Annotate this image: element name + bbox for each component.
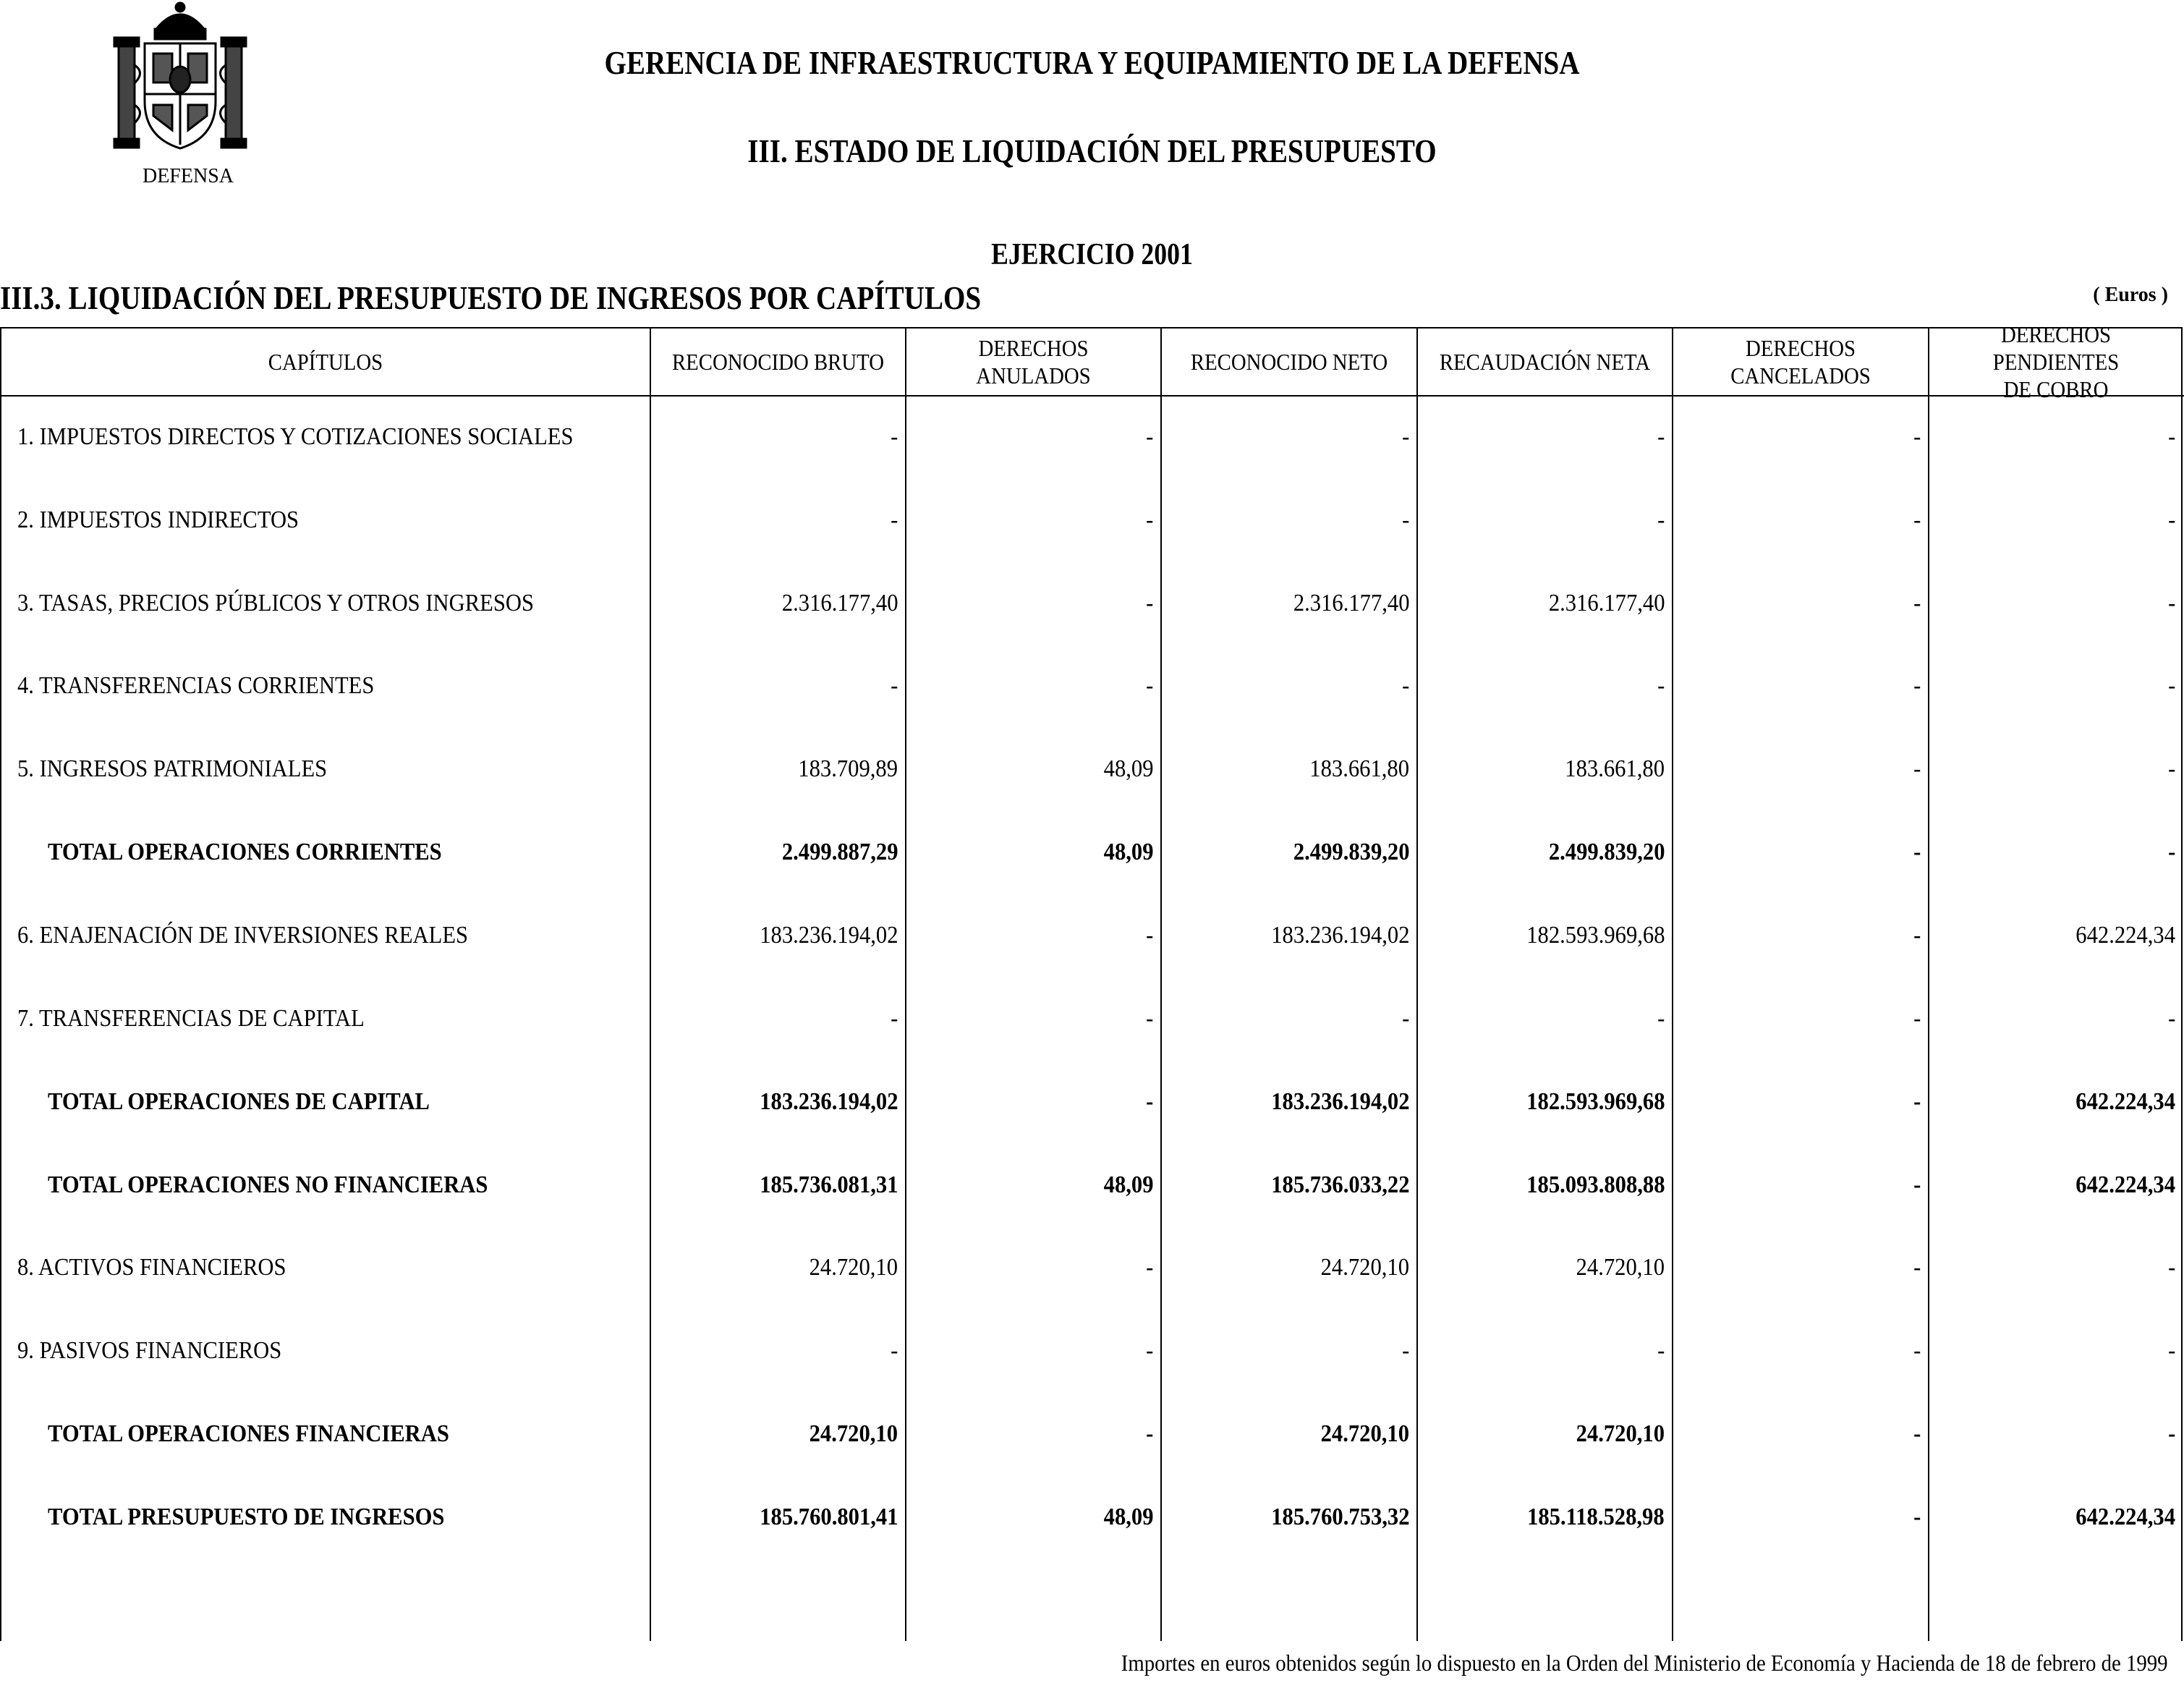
cell-derechos-cancelados: - [1913, 1171, 1921, 1198]
cell-reconocido-bruto: - [890, 423, 898, 450]
report-title: III. ESTADO DE LIQUIDACIÓN DEL PRESUPUESTO [747, 132, 1437, 169]
cell-reconocido-neto: - [1401, 1005, 1409, 1032]
table-row [0, 997, 2184, 1040]
cell-derechos-anulados: - [1145, 1254, 1153, 1281]
cell-recaudacion-neta: - [1657, 506, 1665, 533]
cell-reconocido-bruto: - [890, 672, 898, 699]
cell-derechos-anulados: - [1145, 590, 1153, 616]
cell-reconocido-neto: 2.499.839,20 [1293, 839, 1409, 865]
cell-derechos-anulados: - [1145, 423, 1153, 450]
cell-derechos-anulados: - [1145, 922, 1153, 949]
row-label: 5. INGRESOS PATRIMONIALES [17, 755, 328, 782]
row-label: 9. PASIVOS FINANCIEROS [17, 1337, 282, 1364]
row-label: 1. IMPUESTOS DIRECTOS Y COTIZACIONES SOCIALES [17, 423, 574, 450]
cell-derechos-pendientes: - [2167, 1420, 2175, 1447]
row-label: TOTAL OPERACIONES FINANCIERAS [48, 1420, 449, 1447]
cell-reconocido-bruto: 183.236.194,02 [759, 1088, 898, 1115]
cell-derechos-anulados: - [1145, 672, 1153, 699]
table-row-total [0, 831, 2184, 874]
column-header-derechos-pendientes [1942, 321, 2170, 402]
column-header-recaudacion-neta [1431, 328, 1660, 395]
cell-reconocido-bruto: 2.499.887,29 [781, 839, 898, 865]
column-header-text: CAPÍTULOS [268, 349, 383, 375]
cell-reconocido-neto: - [1401, 672, 1409, 699]
cell-derechos-pendientes: 642.224,34 [2075, 1504, 2175, 1530]
column-header-reconocido-bruto [664, 328, 893, 395]
cell-recaudacion-neta: 182.593.969,68 [1526, 1088, 1665, 1115]
cell-recaudacion-neta: 24.720,10 [1576, 1254, 1665, 1281]
row-label: TOTAL OPERACIONES CORRIENTES [48, 839, 442, 865]
cell-reconocido-bruto: 185.736.081,31 [759, 1171, 898, 1198]
cell-derechos-pendientes: 642.224,34 [2075, 1088, 2175, 1115]
cell-derechos-anulados: - [1145, 1088, 1153, 1115]
cell-recaudacion-neta: 185.093.808,88 [1526, 1171, 1665, 1198]
cell-derechos-cancelados: - [1913, 1420, 1921, 1447]
cell-reconocido-neto: 183.661,80 [1309, 755, 1409, 782]
cell-reconocido-bruto: - [890, 1337, 898, 1364]
cell-derechos-pendientes: - [2167, 506, 2175, 533]
cell-derechos-pendientes: - [2167, 590, 2175, 616]
row-label: 2. IMPUESTOS INDIRECTOS [17, 506, 299, 533]
header-divider [0, 395, 2184, 397]
cell-derechos-cancelados: - [1913, 839, 1921, 865]
cell-derechos-anulados: 48,09 [1103, 1171, 1153, 1198]
cell-reconocido-neto: 185.736.033,22 [1270, 1171, 1409, 1198]
cell-derechos-pendientes: - [2167, 1005, 2175, 1032]
cell-derechos-cancelados: - [1913, 423, 1921, 450]
table-row [0, 747, 2184, 791]
column-header-text: RECAUDACIÓN NETA [1439, 349, 1651, 375]
column-header-text: DERECHOS ANULADOS [976, 335, 1091, 389]
logo-label: DEFENSA [142, 165, 234, 187]
table-row [0, 415, 2184, 459]
cell-derechos-cancelados: - [1913, 1254, 1921, 1281]
cell-derechos-cancelados: - [1913, 1088, 1921, 1115]
cell-reconocido-bruto: 183.709,89 [798, 755, 898, 782]
cell-derechos-pendientes: - [2167, 755, 2175, 782]
cell-reconocido-neto: 185.760.753,32 [1270, 1504, 1409, 1530]
cell-derechos-anulados: - [1145, 1420, 1153, 1447]
table-row-total [0, 1163, 2184, 1207]
cell-derechos-pendientes: - [2167, 1337, 2175, 1364]
column-header-text: DE COBRO [2003, 376, 2109, 402]
cell-derechos-anulados: - [1145, 506, 1153, 533]
cell-recaudacion-neta: 182.593.969,68 [1526, 922, 1665, 949]
cell-derechos-pendientes: - [2167, 1254, 2175, 1281]
cell-recaudacion-neta: 185.118.528,98 [1527, 1504, 1665, 1530]
section-title: III.3. LIQUIDACIÓN DEL PRESUPUESTO DE INGRESOS POR CAPÍTULOS [0, 279, 982, 316]
cell-recaudacion-neta: 24.720,10 [1576, 1420, 1665, 1447]
table-row [0, 1329, 2184, 1373]
cell-reconocido-bruto: - [890, 506, 898, 533]
cell-reconocido-neto: 24.720,10 [1320, 1254, 1409, 1281]
cell-derechos-anulados: - [1145, 1337, 1153, 1364]
cell-reconocido-bruto: 183.236.194,02 [759, 922, 898, 949]
cell-recaudacion-neta: - [1657, 672, 1665, 699]
row-label: 4. TRANSFERENCIAS CORRIENTES [17, 672, 375, 699]
cell-derechos-cancelados: - [1913, 590, 1921, 616]
column-header-text: DERECHOS PENDIENTES [1992, 321, 2120, 375]
cell-reconocido-neto: - [1401, 1337, 1409, 1364]
column-header-derechos-anulados [919, 328, 1148, 395]
cell-derechos-pendientes: - [2167, 839, 2175, 865]
cell-recaudacion-neta: - [1657, 1005, 1665, 1032]
cell-reconocido-bruto: 2.316.177,40 [781, 590, 898, 616]
cell-recaudacion-neta: 2.499.839,20 [1548, 839, 1665, 865]
row-label: 6. ENAJENACIÓN DE INVERSIONES REALES [17, 922, 469, 949]
column-header-text: CANCELADOS [1730, 363, 1871, 389]
cell-derechos-pendientes: - [2167, 672, 2175, 699]
cell-derechos-cancelados: - [1913, 1005, 1921, 1032]
column-header-derechos-cancelados [1686, 328, 1916, 395]
footnote: Importes en euros obtenidos según lo dispuesto en la Orden del Ministerio de Economía y Hacienda de 18 de febrero de 1999 [1121, 1650, 2168, 1676]
row-label: TOTAL OPERACIONES NO FINANCIERAS [48, 1171, 488, 1198]
cell-recaudacion-neta: 183.661,80 [1565, 755, 1665, 782]
cell-reconocido-bruto: - [890, 1005, 898, 1032]
organization-title: GERENCIA DE INFRAESTRUCTURA Y EQUIPAMIENTO DE LA DEFENSA [604, 44, 1580, 81]
cell-derechos-cancelados: - [1913, 1504, 1921, 1530]
row-label: 3. TASAS, PRECIOS PÚBLICOS Y OTROS INGRESOS [17, 590, 534, 616]
cell-reconocido-neto: - [1401, 506, 1409, 533]
cell-derechos-cancelados: - [1913, 506, 1921, 533]
table-row [0, 914, 2184, 957]
cell-derechos-anulados: 48,09 [1103, 839, 1153, 865]
cell-reconocido-neto: 183.236.194,02 [1270, 922, 1409, 949]
cell-recaudacion-neta: - [1657, 1337, 1665, 1364]
table-row [0, 1246, 2184, 1289]
cell-derechos-pendientes: 642.224,34 [2075, 922, 2175, 949]
cell-reconocido-neto: 2.316.177,40 [1293, 590, 1409, 616]
cell-recaudacion-neta: - [1657, 423, 1665, 450]
cell-reconocido-neto: - [1401, 423, 1409, 450]
column-header-text: RECONOCIDO BRUTO [671, 349, 885, 375]
fiscal-year: EJERCICIO 2001 [991, 238, 1193, 271]
cell-derechos-anulados: 48,09 [1103, 755, 1153, 782]
cell-reconocido-bruto: 185.760.801,41 [759, 1504, 898, 1530]
unit-label: ( Euros ) [2093, 284, 2168, 306]
table-row [0, 499, 2184, 542]
table-row [0, 664, 2184, 708]
row-label: 8. ACTIVOS FINANCIEROS [17, 1254, 286, 1281]
table-row-total [0, 1080, 2184, 1124]
cell-reconocido-bruto: 24.720,10 [809, 1420, 898, 1447]
cell-reconocido-bruto: 24.720,10 [809, 1254, 898, 1281]
cell-derechos-cancelados: - [1913, 755, 1921, 782]
cell-derechos-anulados: - [1145, 1005, 1153, 1032]
cell-derechos-pendientes: - [2167, 423, 2175, 450]
row-label: 7. TRANSFERENCIAS DE CAPITAL [17, 1005, 365, 1032]
table-row-total [0, 1412, 2184, 1456]
column-header-text: DERECHOS [1745, 335, 1856, 361]
table-row [0, 582, 2184, 625]
table-row-total [0, 1496, 2184, 1539]
cell-derechos-pendientes: 642.224,34 [2075, 1171, 2175, 1198]
cell-recaudacion-neta: 2.316.177,40 [1548, 590, 1665, 616]
cell-derechos-cancelados: - [1913, 1337, 1921, 1364]
cell-reconocido-neto: 183.236.194,02 [1270, 1088, 1409, 1115]
cell-derechos-cancelados: - [1913, 922, 1921, 949]
row-label: TOTAL PRESUPUESTO DE INGRESOS [48, 1504, 445, 1530]
cell-derechos-anulados: 48,09 [1103, 1504, 1153, 1530]
column-header-text: RECONOCIDO NETO [1190, 349, 1388, 375]
cell-derechos-cancelados: - [1913, 672, 1921, 699]
column-header-reconocido-neto [1175, 328, 1404, 395]
row-label: TOTAL OPERACIONES DE CAPITAL [48, 1088, 430, 1115]
cell-reconocido-neto: 24.720,10 [1320, 1420, 1409, 1447]
column-header-capitulos [34, 328, 617, 395]
